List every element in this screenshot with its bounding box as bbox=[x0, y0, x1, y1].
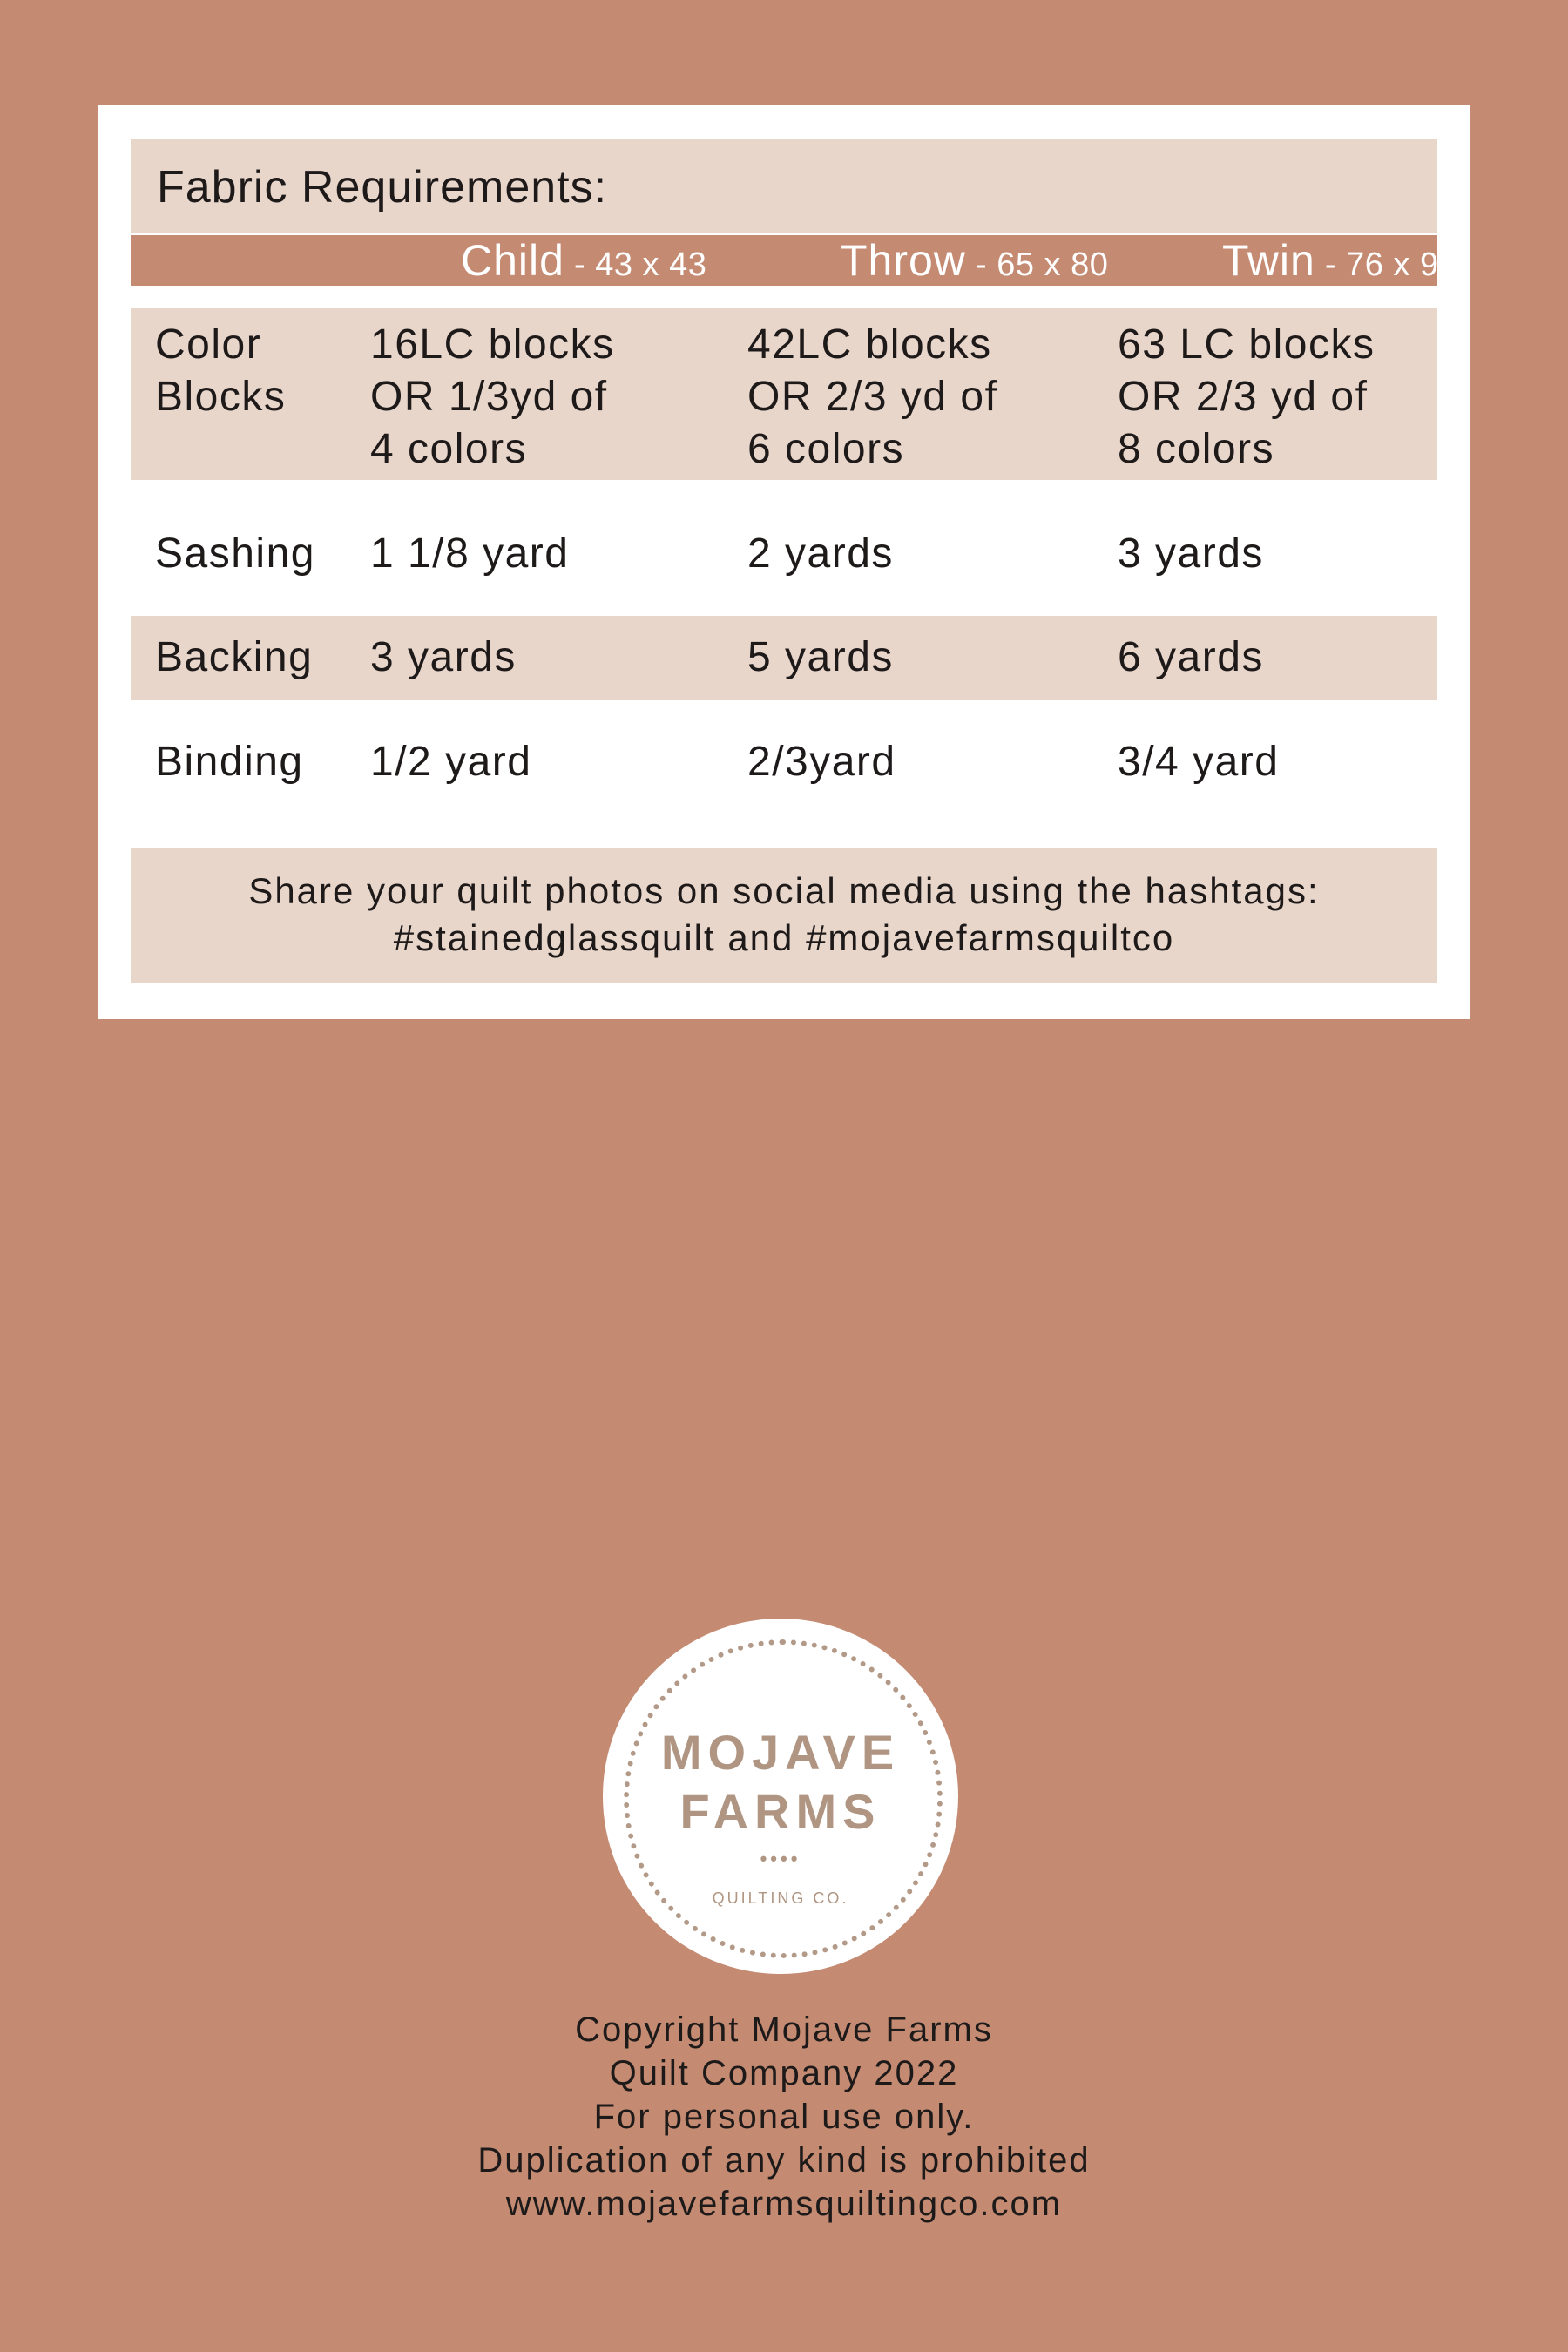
share-hashtags-band bbox=[131, 848, 1437, 983]
cell-child: 1 1/8 yard bbox=[370, 531, 570, 577]
table-title-band bbox=[131, 139, 1437, 233]
cell-throw: 2/3yard bbox=[747, 739, 896, 785]
row-label: Sashing bbox=[155, 531, 315, 577]
footer-website: www.mojavefarmsquiltingco.com bbox=[505, 2185, 1063, 2223]
size-dims-twin: - 76 x 98 bbox=[1315, 247, 1458, 283]
size-dims-throw: - 65 x 80 bbox=[965, 247, 1109, 283]
size-header-throw bbox=[841, 235, 1108, 286]
row-label: Backing bbox=[155, 634, 314, 680]
cell-throw: 2 yards bbox=[747, 531, 894, 577]
row-backing bbox=[131, 616, 1437, 700]
row-color-blocks bbox=[131, 308, 1437, 480]
row-binding bbox=[131, 714, 1437, 810]
row-sashing bbox=[131, 502, 1437, 606]
row-label: Color Blocks bbox=[155, 321, 287, 420]
logo-dots: •••• bbox=[760, 1848, 801, 1869]
cell-twin: 63 LC blocks OR 2/3 yd of 8 colors bbox=[1118, 321, 1375, 472]
footer-line: Duplication of any kind is prohibited bbox=[477, 2141, 1091, 2180]
mojave-farms-logo bbox=[603, 1619, 958, 1974]
cell-child: 3 yards bbox=[370, 634, 517, 680]
logo-word-farms: FARMS bbox=[679, 1784, 882, 1839]
cell-child: 16LC blocks OR 1/3yd of 4 colors bbox=[370, 321, 615, 472]
size-dims-child: - 43 x 43 bbox=[564, 247, 707, 283]
size-header-band bbox=[131, 235, 1458, 286]
copyright-footer bbox=[0, 2008, 1568, 2226]
share-line: Share your quilt photos on social media using the hashtags: bbox=[248, 870, 1320, 911]
logo-subtitle: QUILTING CO. bbox=[712, 1889, 849, 1907]
footer-line: For personal use only. bbox=[593, 2098, 975, 2136]
hashtags-line: #stainedglassquilt and #mojavefarmsquiltco bbox=[393, 917, 1175, 958]
cell-throw: 42LC blocks OR 2/3 yd of 6 colors bbox=[747, 321, 998, 472]
size-name-child: Child bbox=[461, 236, 564, 285]
logo-word-mojave: MOJAVE bbox=[660, 1725, 901, 1780]
cell-throw: 5 yards bbox=[747, 634, 894, 680]
cell-twin: 6 yards bbox=[1118, 634, 1264, 680]
footer-line: Quilt Company 2022 bbox=[609, 2054, 959, 2092]
cell-twin: 3 yards bbox=[1118, 531, 1264, 577]
row-label: Binding bbox=[155, 739, 304, 785]
size-name-throw: Throw bbox=[841, 236, 966, 285]
cell-child: 1/2 yard bbox=[370, 739, 532, 785]
size-name-twin: Twin bbox=[1222, 236, 1315, 285]
cell-twin: 3/4 yard bbox=[1118, 739, 1280, 785]
size-header-child bbox=[461, 235, 706, 286]
table-title: Fabric Requirements: bbox=[157, 162, 608, 213]
footer-line: Copyright Mojave Farms bbox=[575, 2011, 993, 2049]
share-text bbox=[131, 848, 1437, 962]
size-header-twin bbox=[1222, 235, 1457, 286]
fabric-requirements-card bbox=[98, 105, 1470, 1019]
